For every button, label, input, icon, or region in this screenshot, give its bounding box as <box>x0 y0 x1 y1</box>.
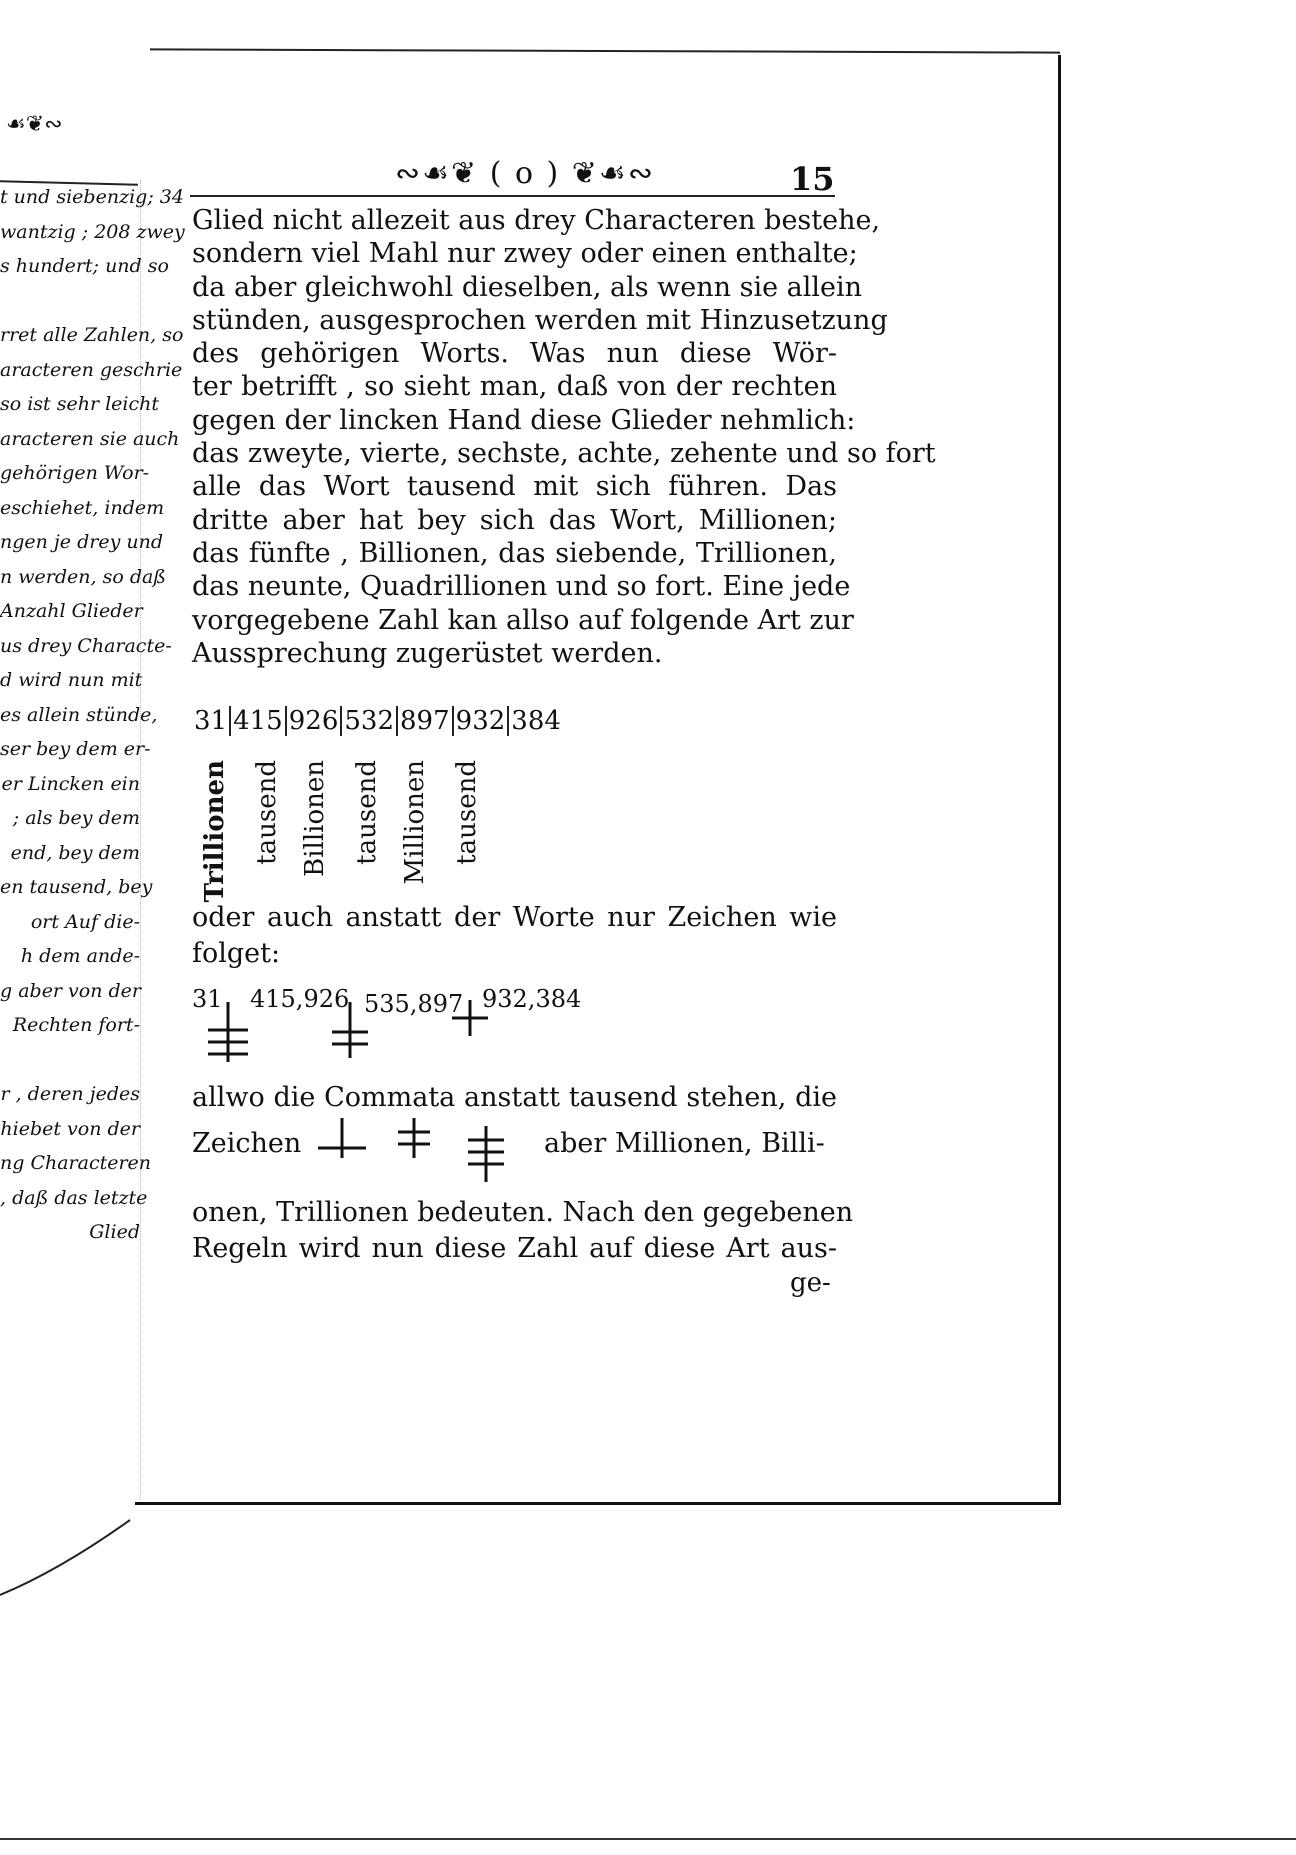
left-page-line: h dem ande- <box>20 945 140 967</box>
closing-text <box>192 1195 854 1267</box>
body-line: Regeln wird nun diese Zahl auf diese Art aus- <box>192 1233 837 1264</box>
body-line: ter betrifft , so sieht man, daß von der rechten <box>192 371 837 403</box>
left-page-line: , daß das letzte <box>0 1186 148 1209</box>
body-line: onen, Trillionen bedeuten. Nach den gegebenen <box>192 1197 854 1228</box>
left-page-line: ng Characteren <box>0 1152 152 1174</box>
page-frame-right <box>1058 55 1061 1505</box>
header-ornament: ∾☙❦ ( o ) ❦☙∾ <box>395 156 655 191</box>
number-group: 384 <box>507 706 563 736</box>
page-frame-bottom <box>135 1502 1061 1505</box>
left-page-line: r , deren jedes <box>0 1083 140 1105</box>
vertical-label-tausend: tausend <box>252 760 282 865</box>
left-page-line: n werden, so daß <box>0 565 166 588</box>
left-page-line: ngen je drey und <box>0 531 163 553</box>
left-page-line: Glied <box>89 1221 140 1243</box>
zeichen-line <box>192 1128 837 1159</box>
million-sign-icon <box>318 1118 366 1158</box>
vertical-label-trillionen: Trillionen <box>200 760 230 903</box>
page-frame-top <box>150 48 1060 53</box>
left-page-line: Anzahl Glieder <box>0 600 143 622</box>
left-page-line <box>0 284 140 319</box>
vertical-label-billionen: Billionen <box>300 760 330 877</box>
left-page-line: so ist sehr leicht <box>0 393 159 415</box>
number-group: 932 <box>452 706 508 736</box>
trillion-sign-icon <box>468 1126 504 1182</box>
page-corner-curve <box>0 1500 140 1600</box>
left-page-line: es allein stünde, <box>0 703 158 726</box>
vertical-label-millionen: Millionen <box>400 760 430 885</box>
header-rule <box>190 195 835 197</box>
left-page-line: s hundert; und so <box>0 255 169 277</box>
vertical-label-tausend: tausend <box>452 760 482 865</box>
left-page-ornament: ☙❦∾ <box>6 112 63 137</box>
magnitude-signs <box>200 1000 500 1070</box>
left-page-line: gehörigen Wor- <box>0 462 150 484</box>
billion-sign-icon <box>332 1002 368 1058</box>
left-page-line: ser bey dem er- <box>0 738 151 760</box>
body-line: allwo die Commata anstatt tausend stehen, die <box>192 1082 837 1113</box>
body-text <box>192 204 936 670</box>
left-page-fragment <box>0 180 185 1250</box>
catchword: ge- <box>790 1268 831 1298</box>
left-page-line: Rechten fort- <box>12 1014 140 1036</box>
left-page-line: end, bey dem <box>10 841 140 864</box>
body-line: sondern viel Mahl nur zwey oder einen enthalte; <box>192 238 858 270</box>
body-line: dritte aber hat bey sich das Wort, Millionen; <box>192 504 837 536</box>
signed-number-part: 31 <box>192 985 223 1013</box>
signed-number-part: 535,897 <box>364 990 464 1018</box>
million-sign-icon <box>452 1000 488 1036</box>
left-page-line: hiebet von der <box>0 1117 140 1140</box>
body-line: des gehörigen Worts. Was nun diese Wör- <box>192 338 837 370</box>
number-groups <box>192 706 563 736</box>
body-line: Aussprechung zugerüstet werden. <box>192 637 663 669</box>
number-group: 31 <box>194 706 228 736</box>
left-page-line: us drey Characte- <box>0 634 172 657</box>
left-page-line: d wird nun mit <box>0 669 143 691</box>
left-page-line: en tausend, bey <box>0 876 153 898</box>
body-line: vorgegebene Zahl kan allso auf folgende Art zur <box>192 604 854 636</box>
scan-bottom-edge <box>0 1838 1296 1840</box>
trillion-sign-icon <box>208 1002 248 1062</box>
left-page-line: er Lincken ein <box>1 772 140 795</box>
signed-number-part: 932,384 <box>482 985 582 1013</box>
body-line: oder auch anstatt der Worte nur Zeichen wie <box>192 902 837 933</box>
body-line: das neunte, Quadrillionen und so fort. Eine jede <box>192 571 851 603</box>
left-page-line: eschiehet, indem <box>0 496 165 519</box>
body-line: da aber gleichwohl dieselben, als wenn sie allein <box>192 271 863 303</box>
number-group: 897 <box>396 706 452 736</box>
body-line: Glied nicht allezeit aus drey Characteren bestehe, <box>192 205 881 236</box>
left-page-line: aracteren geschrie <box>0 358 183 381</box>
signed-number-part: 415,926 <box>250 985 350 1013</box>
body-line: alle das Wort tausend mit sich führen. Das <box>192 471 837 503</box>
left-page-line: g aber von der <box>0 979 141 1002</box>
number-group: 415 <box>229 706 285 736</box>
left-page-line: t und siebenzig; 34 <box>0 186 184 208</box>
left-page-line: wantzig ; 208 zwey <box>0 220 185 243</box>
body-line: gegen der lincken Hand diese Glieder nehmlich: <box>192 404 856 436</box>
vertical-label-tausend: tausend <box>352 760 382 865</box>
left-page-line <box>0 1043 140 1078</box>
body-line: folget: <box>192 938 281 969</box>
body-line: das fünfte , Billionen, das siebende, Trillionen, <box>192 537 837 569</box>
left-page-line: ; als bey dem <box>12 807 140 829</box>
left-page-line: rret alle Zahlen, so <box>0 324 184 346</box>
page-number: 15 <box>790 160 835 198</box>
body-line: das zweyte, vierte, sechste, achte, zehente und so fort <box>192 438 936 470</box>
number-group: 532 <box>340 706 396 736</box>
zeichen-end: aber Millionen, Billi- <box>544 1128 825 1159</box>
zeichen-word: Zeichen <box>192 1128 302 1159</box>
number-group: 926 <box>285 706 341 736</box>
body-text-after <box>192 900 837 972</box>
left-page-line: ort Auf die- <box>30 910 140 933</box>
billion-sign-icon <box>398 1118 430 1158</box>
commata-line <box>192 1080 837 1116</box>
inline-signs <box>302 1118 522 1188</box>
left-page-line: aracteren sie auch <box>0 427 180 450</box>
body-line: stünden, ausgesprochen werden mit Hinzusetzung <box>192 304 888 336</box>
